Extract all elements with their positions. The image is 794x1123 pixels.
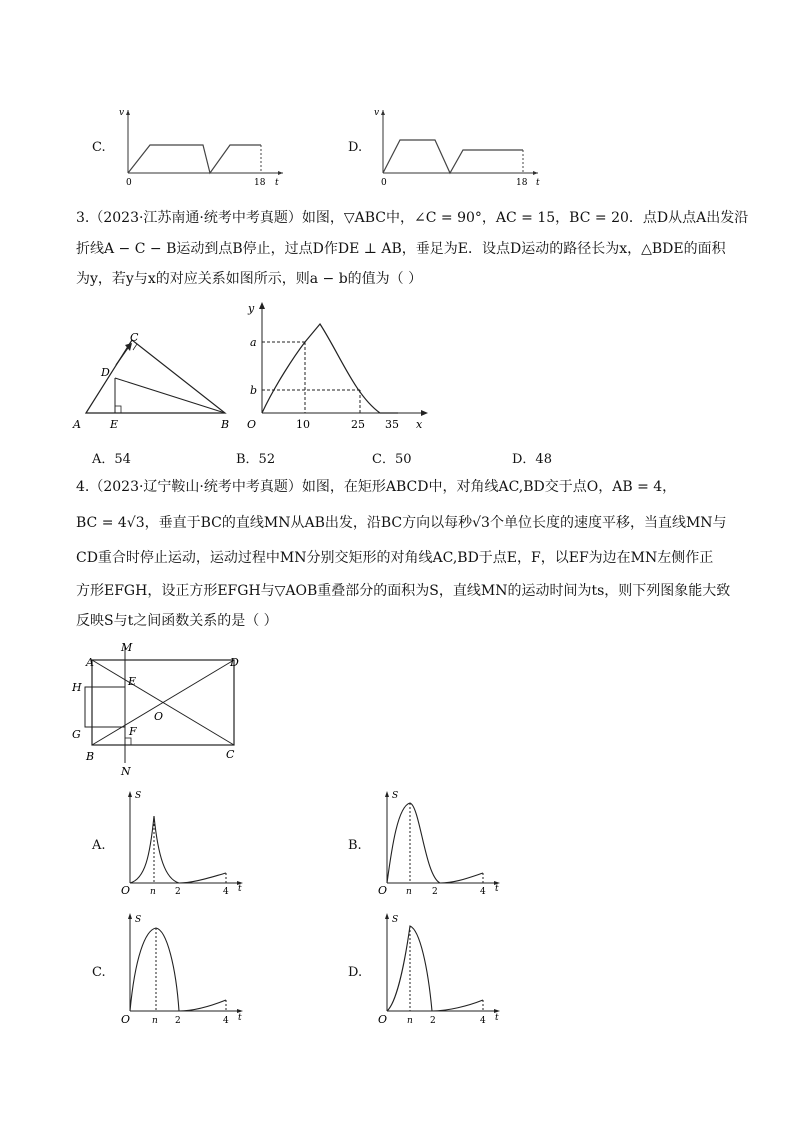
q4-line-5: 反映S与t之间函数关系的是（ ） xyxy=(76,613,278,629)
q3-option-a: A．54 xyxy=(92,452,131,467)
q3-option-d: D．48 xyxy=(512,452,552,467)
q4-rectangle-figure xyxy=(66,638,256,778)
axis-4: 4 xyxy=(223,887,229,897)
q4-option-c-label: C. xyxy=(92,965,106,980)
graph-a: a xyxy=(250,336,257,349)
q4-graph-b xyxy=(370,786,505,898)
q4-graph-a xyxy=(113,786,248,898)
q4-graph-c xyxy=(113,908,248,1026)
axis-S: S xyxy=(392,915,399,925)
q4-line-1: 4.（2023·辽宁鞍山·统考中考真题）如图，在矩形ABCD中，对角线AC,BD交于点O，AB = 4， xyxy=(76,479,677,495)
axis-4: 4 xyxy=(480,1016,486,1026)
rect-G: G xyxy=(72,728,81,741)
axis-2: 2 xyxy=(175,1016,181,1026)
axis-S: S xyxy=(135,791,142,801)
axis-v: v xyxy=(119,108,125,118)
tri-B: B xyxy=(221,418,230,431)
q3-line-3: 为y，若y与x的对应关系如图所示，则a − b的值为（ ） xyxy=(76,271,423,287)
axis-4: 4 xyxy=(480,887,486,897)
axis-t: t xyxy=(495,1013,499,1023)
axis-t: t xyxy=(495,884,499,894)
q4-line-2: BC = 4√3，垂直于BC的直线MN从AB出发，沿BC方向以每秒√3个单位长度的速度平移，当直线MN与 xyxy=(76,515,727,531)
axis-t: t xyxy=(238,884,242,894)
axis-t: t xyxy=(536,178,540,188)
axis-O: O xyxy=(121,1013,131,1026)
axis-n: n xyxy=(406,887,412,897)
rect-N: N xyxy=(121,765,131,778)
q2-graph-c xyxy=(118,105,288,190)
axis-O: O xyxy=(378,884,388,897)
rect-F: F xyxy=(129,725,137,738)
option-d-label: D. xyxy=(348,140,363,155)
axis-origin: 0 xyxy=(126,178,132,188)
q4-graph-d xyxy=(370,908,505,1026)
rect-H: H xyxy=(72,681,82,694)
axis-n: n xyxy=(150,887,156,897)
rect-M: M xyxy=(121,641,133,654)
q3-option-c: C．50 xyxy=(372,452,412,467)
q4-option-b-label: B. xyxy=(348,838,362,853)
graph-y: y xyxy=(248,302,255,315)
rect-O: O xyxy=(154,710,164,723)
rect-E: E xyxy=(128,675,137,688)
axis-18: 18 xyxy=(516,178,528,188)
axis-2: 2 xyxy=(432,887,438,897)
tri-E: E xyxy=(110,418,119,431)
q4-line-4: 方形EFGH，设正方形EFGH与▽AOB重叠部分的面积为S，直线MN的运动时间为ts，则下列图象能大致 xyxy=(76,583,731,599)
axis-2: 2 xyxy=(175,887,181,897)
rect-A: A xyxy=(86,656,94,669)
axis-S: S xyxy=(135,915,142,925)
graph-x: x xyxy=(416,418,423,431)
tri-C: C xyxy=(130,331,139,344)
axis-4: 4 xyxy=(223,1016,229,1026)
tri-D: D xyxy=(101,366,110,379)
axis-v: v xyxy=(374,108,380,118)
q2-graph-d xyxy=(373,105,543,190)
axis-origin: 0 xyxy=(381,178,387,188)
axis-18: 18 xyxy=(254,178,266,188)
axis-n: n xyxy=(407,1016,413,1026)
q3-figures xyxy=(70,300,440,440)
q4-option-a-label: A. xyxy=(92,838,106,853)
q4-line-3: CD重合时停止运动，运动过程中MN分别交矩形的对角线AC,BD于点E，F，以EF为边在MN左侧作正 xyxy=(76,550,714,566)
axis-n: n xyxy=(152,1016,158,1026)
graph-b: b xyxy=(250,384,258,397)
rect-D: D xyxy=(230,656,239,669)
graph-10: 10 xyxy=(296,418,310,431)
graph-25: 25 xyxy=(351,418,365,431)
graph-35: 35 xyxy=(385,418,399,431)
q4-option-d-label: D. xyxy=(348,965,363,980)
graph-O: O xyxy=(247,418,257,431)
q3-option-b: B．52 xyxy=(236,452,276,467)
axis-O: O xyxy=(121,884,131,897)
axis-t: t xyxy=(238,1013,242,1023)
q3-line-2: 折线A − C − B运动到点B停止，过点D作DE ⊥ AB，垂足为E．设点D运动的路径长为x，△BDE的面积 xyxy=(76,241,726,257)
axis-t: t xyxy=(275,178,279,188)
rect-C: C xyxy=(226,748,235,761)
rect-B: B xyxy=(86,750,95,763)
option-c-label: C. xyxy=(92,140,106,155)
axis-S: S xyxy=(392,791,399,801)
tri-A: A xyxy=(73,418,81,431)
axis-2: 2 xyxy=(430,1016,436,1026)
axis-O: O xyxy=(378,1013,388,1026)
q3-line-1: 3.（2023·江苏南通·统考中考真题）如图，▽ABC中，∠C = 90°，AC = 15，BC = 20．点D从点A出发沿 xyxy=(76,210,749,226)
